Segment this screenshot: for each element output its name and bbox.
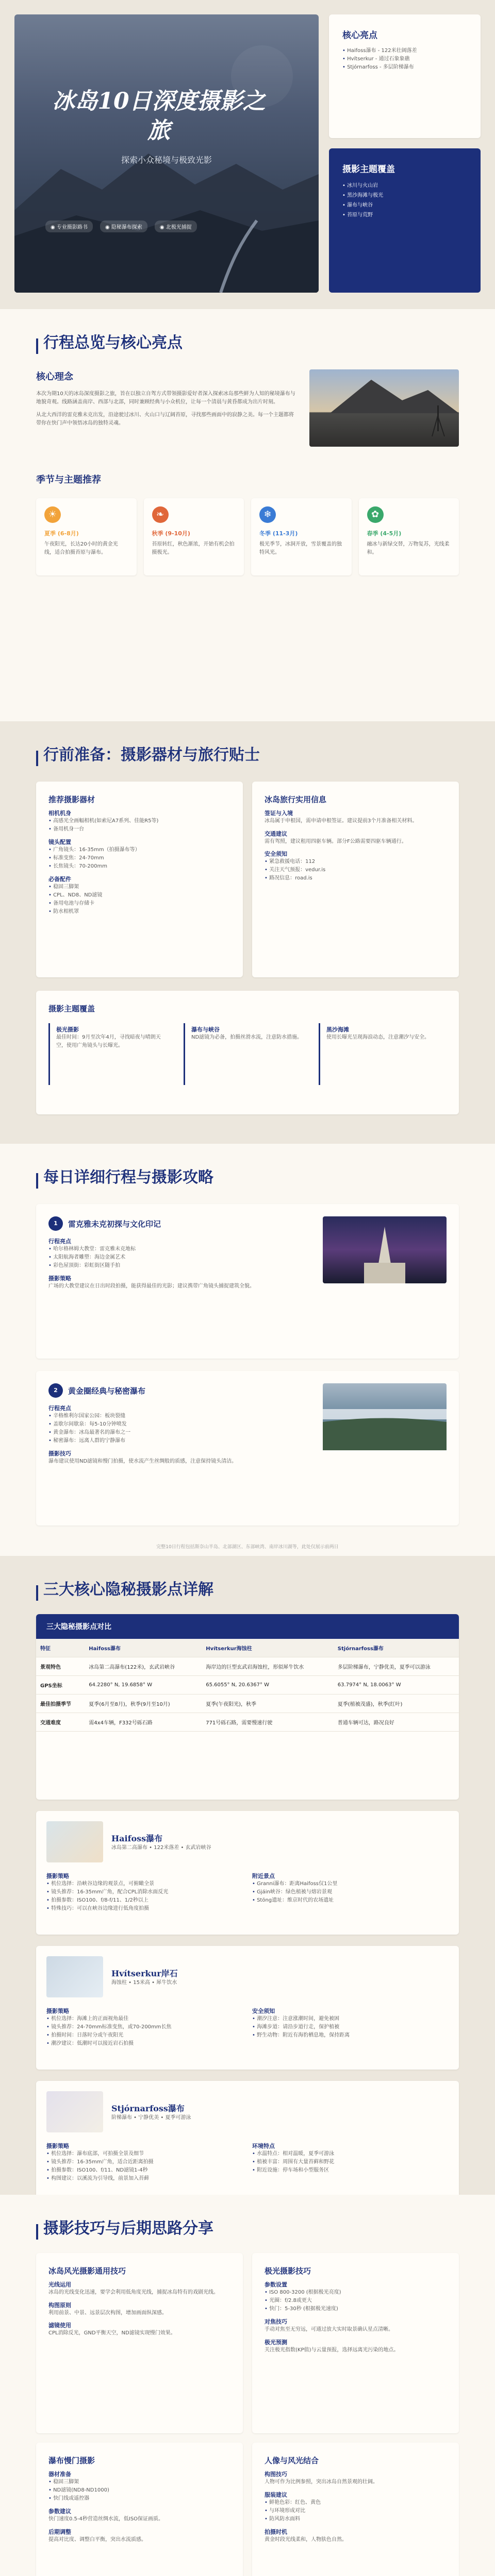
gear-item: • 广角镜头：16-35mm（拍摄瀑布等） [48, 846, 230, 854]
tech-card [252, 2253, 459, 2433]
spot-left-head: 摄影策略 [46, 2143, 69, 2149]
tips-title: 冰岛旅行实用信息 [265, 795, 327, 804]
table-cell: 普通车辆可达，路况良好 [334, 1713, 459, 1732]
compare-table-card [36, 1614, 459, 1800]
prep-section [0, 721, 495, 1144]
spot-right-head: 安全须知 [252, 2008, 275, 2014]
spot-subtitle: 冰岛第二高瀑布 • 122米落差 • 玄武岩峡谷 [111, 1844, 211, 1851]
core-item: • Stjórnarfoss - 多层阶梯瀑布 [342, 63, 467, 72]
prep-title: 行前准备：摄影器材与旅行贴士 [43, 746, 260, 764]
spots-section [0, 1556, 495, 2195]
waterfall-image [323, 1383, 447, 1450]
theme-item: • 瀑布与峡谷 [342, 202, 373, 208]
spot-left-item: • 机位选择：海滩上的正面视角最佳 [46, 2015, 243, 2023]
hero-tags [45, 221, 197, 232]
table-row [36, 1676, 459, 1694]
tip-head: 安全须知 [265, 851, 287, 857]
day-number-badge: 2 [48, 1383, 63, 1398]
gear-item: • 备用机身一台 [48, 825, 230, 834]
concept-paragraph: 从北大西洋的雷克雅未克出发，沿途驶过冰川、火山口与辽阔苔原，寻找那些画面中的寂静之美。每一个主题都将带你在快门声中领悟冰岛的独特灵魂。 [36, 412, 294, 426]
tech-item: • 快门：5-30秒 (根据极光速度) [265, 2305, 447, 2313]
gear-card [36, 782, 243, 977]
tech-head: 参数建议 [48, 2508, 71, 2515]
season-title: 季节与主题推荐 [36, 474, 101, 485]
season-desc: 苔原转红，秋色渐浓，开始有机会拍摄极光。 [152, 541, 235, 555]
overview-section [0, 309, 495, 721]
table-cell: 景观特色 [36, 1657, 85, 1676]
tech-head: 器材准备 [48, 2471, 71, 2478]
table-cell: 夏季(植被茂盛)，秋季(红叶) [334, 1694, 459, 1713]
day-group-head: 行程亮点 [48, 1405, 71, 1412]
season-card [144, 498, 244, 575]
day-title: 雷克雅未克初探与文化印记 [68, 1219, 161, 1229]
tech-card-title: 人像与风光结合 [265, 2456, 319, 2465]
tech-text: 快门速度0.5-4秒营造丝绸水流，低ISO保证画质。 [48, 2516, 164, 2522]
tip-item: • 紧急救援电话：112 [265, 858, 447, 866]
day-group-head: 摄影技巧 [48, 1450, 71, 1457]
theme-item: • 冰川与火山岩 [342, 183, 378, 189]
tech-head: 参数设置 [265, 2281, 287, 2288]
tech-head: 服装建议 [265, 2491, 287, 2498]
gear-group-head: 必备配件 [48, 876, 71, 883]
stjornarfoss-image [46, 2091, 103, 2132]
tech-item: • 快门线或遥控器 [48, 2495, 230, 2503]
tech-text: 提高对比度、调整白平衡，突出水流质感。 [48, 2536, 146, 2543]
tech-item: • 光圈：f/2.8或更大 [265, 2297, 447, 2305]
spot-name: Stjórnarfoss瀑布 [111, 2103, 185, 2113]
snowflake-icon: ❄ [259, 506, 276, 523]
tech-item: • 稳固三脚架 [48, 2478, 230, 2486]
tech-text: 人物可作为比例参照，突出冰岛自然景观的壮阔。 [265, 2479, 378, 2485]
spot-right-item: • 潮汐注意：注意涨潮时间，避免被困 [252, 2015, 449, 2023]
spot-left-item: • 特殊技巧：可以在峡谷边缘进行低角度拍摄 [46, 1905, 243, 1913]
day-number-badge: 1 [48, 1216, 63, 1231]
hero-sidebar [329, 14, 481, 309]
season-desc: 融冰与新绿交替，万物复苏，光线柔和。 [367, 541, 450, 555]
day-card [36, 1204, 459, 1359]
spot-right-item: • Stöng遗址：维京时代的农场遗址 [252, 1896, 449, 1905]
tech-text: 利用前景、中景、远景层次构图，增加画面纵深感。 [48, 2310, 167, 2316]
tip-item: • 关注天气预报：vedur.is [265, 866, 447, 874]
tech-card-title: 冰岛风光摄影通用技巧 [48, 2266, 126, 2276]
gear-item: • CPL、ND8、ND滤镜 [48, 891, 230, 900]
tech-section [0, 2195, 495, 2576]
itinerary-title: 每日详细行程与摄影攻略 [43, 1168, 213, 1187]
day-group-head: 行程亮点 [48, 1238, 71, 1245]
table-cell: 交通难度 [36, 1713, 85, 1732]
day-title: 黄金圈经典与秘密瀑布 [68, 1386, 146, 1396]
tips-card [252, 782, 459, 977]
hero-tag: ◉ 专业摄影路书 [45, 221, 93, 232]
table-cell: 771号砾石路，需要慢速行驶 [202, 1713, 334, 1732]
hero-tag: ◉ 北极光捕捉 [155, 221, 197, 232]
sun-icon: ☀ [44, 506, 61, 523]
table-header: Haifoss瀑布 [85, 1639, 202, 1657]
tip-text: 需有驾照，建议租用四驱车辆。部分F公路需要四驱车辆通行。 [265, 838, 407, 844]
gear-title: 推荐摄影器材 [48, 795, 95, 804]
spot-right-item: • 植被丰富：周围有大量苔藓和野花 [252, 2158, 449, 2166]
core-highlights-card [329, 14, 481, 138]
theme-item: • 黑沙海滩与极光 [342, 193, 384, 198]
hero-subtitle: 探索小众秘境与极致光影 [121, 155, 212, 165]
compare-table-title: 三大隐秘摄影点对比 [36, 1614, 459, 1639]
spot-right-item: • Gjáin峡谷：绿色植被与熔岩景观 [252, 1888, 449, 1896]
spot-right-head: 环境特点 [252, 2143, 275, 2149]
tech-head: 构图原则 [48, 2301, 71, 2309]
theme-focus-item [184, 1023, 311, 1085]
table-header: Stjórnarfoss瀑布 [334, 1639, 459, 1657]
spot-subtitle: 海蚀柱 • 15米高 • 犀牛饮水 [111, 1979, 177, 1986]
hero-title: 冰岛10日深度摄影之旅 [52, 88, 266, 144]
spot-left-item: • 拍摄参数：ISO100、f/11、ND滤镜1-4秒 [46, 2166, 243, 2175]
tech-card [36, 2443, 243, 2576]
tech-head: 拍摄时机 [265, 2528, 287, 2535]
spot-left-item: • 潮汐建议：低潮时可以接近岩石拍摄 [46, 2040, 243, 2048]
spot-detail-card [36, 1811, 459, 1935]
tech-head: 后期调整 [48, 2528, 71, 2535]
gear-item: • 稳固三脚架 [48, 883, 230, 891]
core-highlights-title: 核心亮点 [342, 30, 377, 41]
spot-left-item: • 镜头推荐：16-35mm广角，配合CPL消除水面反光 [46, 1888, 243, 1896]
spot-left-item: • 镜头推荐：24-70mm标准变焦，或70-200mm长焦 [46, 2023, 243, 2031]
spot-right-head: 附近景点 [252, 1873, 275, 1879]
spot-left-head: 摄影策略 [46, 2008, 69, 2014]
spot-right-item: • 野生动物：附近有海豹栖息地，保持距离 [252, 2031, 449, 2040]
tech-title: 摄影技巧与后期思路分享 [43, 2219, 213, 2238]
hero-row [0, 0, 495, 309]
day-item: • 哈尔格林姆大教堂：雷克雅未克地标 [48, 1245, 312, 1253]
season-name: 冬季 (11-3月) [259, 530, 298, 537]
spot-name: Hvítserkur岸石 [111, 1968, 178, 1978]
table-row [36, 1694, 459, 1713]
spot-detail-card [36, 2081, 459, 2205]
theme-focus-item [48, 1023, 176, 1085]
tech-card [36, 2253, 243, 2433]
table-cell: 冰岛第二高瀑布(122米)，玄武岩峡谷 [85, 1657, 202, 1676]
gear-item: • 长焦镜头：70-200mm [48, 862, 230, 871]
spot-right-item: • 水温特点：相对温暖，夏季可游泳 [252, 2150, 449, 2158]
leaf-icon: ❧ [152, 506, 169, 523]
table-header: Hvítserkur海蚀柱 [202, 1639, 334, 1657]
concept-photo [309, 369, 459, 447]
spot-left-item: • 机位选择：瀑布底部，可拍摄全景及细节 [46, 2150, 243, 2158]
season-card [359, 498, 459, 575]
theme-focus-head: 黑沙海滩 [326, 1026, 349, 1033]
table-cell: GPS坐标 [36, 1676, 85, 1694]
season-grid [36, 498, 459, 575]
day-item: • 彩色屋顶街：彩虹街区随手拍 [48, 1262, 312, 1270]
theme-coverage-title: 摄影主题覆盖 [342, 164, 395, 175]
hero-tag: ◉ 隐秘瀑布探索 [100, 221, 147, 232]
spot-left-item: • 拍摄时间：日落时分或午夜阳光 [46, 2031, 243, 2040]
table-cell: 夏季(6月至8月)，秋季(9月至10月) [85, 1694, 202, 1713]
table-cell: 63.7974° N, 18.0063° W [334, 1676, 459, 1694]
season-desc: 午夜阳光，长达20小时的黄金光线，适合拍摄苔原与瀑布。 [44, 541, 118, 555]
season-name: 秋季 (9-10月) [152, 530, 190, 537]
theme-coverage-card [329, 148, 481, 293]
core-item: • Hvítserkur - 通过石象象礁 [342, 55, 467, 63]
day-strategy: 广场的大教堂建议在日出时段拍摄，能获得最佳的光影；建议携带广角镜头捕捉建筑全貌。 [48, 1283, 255, 1289]
haifoss-image [46, 1821, 103, 1862]
table-cell: 最佳拍摄季节 [36, 1694, 85, 1713]
tech-text: 关注极光指数(KP值)与云量预报，选择远离光污染的地点。 [265, 2347, 399, 2353]
sprout-icon: ✿ [367, 506, 384, 523]
itinerary-section [0, 1144, 495, 1556]
spots-title: 三大核心隐秘摄影点详解 [43, 1581, 213, 1599]
theme-focus-title: 摄影主题覆盖 [48, 1004, 95, 1013]
spot-left-item: • 拍摄参数：ISO100、f/8-f/11、1/2秒以上 [46, 1896, 243, 1905]
tech-item: • ND滤镜(ND8-ND1000) [48, 2486, 230, 2495]
hero-banner [14, 14, 319, 293]
theme-item: • 苔原与荒野 [342, 212, 373, 218]
table-header: 特征 [36, 1639, 85, 1657]
spot-right-item: • Granni瀑布：距离Haifoss仅1公里 [252, 1880, 449, 1888]
tech-item: • ISO 800-3200 (根据极光亮度) [265, 2289, 447, 2297]
table-cell: 65.6055° N, 20.6367° W [202, 1676, 334, 1694]
tech-text: 手动对焦至无穷远，可通过放大实时取景确认星点清晰。 [265, 2327, 393, 2332]
spot-detail-card [36, 1946, 459, 2070]
day-strategy: 瀑布建议使用ND滤镜和慢门拍摄，使水流产生丝绸般的质感，注意保持镜头清洁。 [48, 1459, 237, 1464]
tech-text: CPL消除反光，GND平衡天空，ND滤镜实现慢门效果。 [48, 2330, 176, 2336]
mountain-image [309, 369, 459, 447]
day-item: • 辛格维利尔国家公园：板块裂缝 [48, 1412, 312, 1420]
rock-image [46, 1956, 103, 1997]
spot-right-item: • 海滩步道：请沿步道行走，保护植被 [252, 2023, 449, 2031]
core-item: • Haifoss瀑布 - 122米壮阔落差 [342, 47, 467, 55]
gear-group-head: 镜头配置 [48, 839, 71, 845]
tip-item: • 路况信息：road.is [265, 874, 447, 883]
table-cell: 64.2280° N, 19.6858° W [85, 1676, 202, 1694]
tech-head: 滤镜使用 [48, 2322, 71, 2329]
spot-left-item: • 机位选择：沿峡谷边缘的观景点，可俯瞰全景 [46, 1880, 243, 1888]
tech-item: • 防风防水面料 [265, 2515, 447, 2523]
season-name: 春季 (4-5月) [367, 530, 402, 537]
spot-left-item: • 构图建议：以溪流为引导线，前景加入苔藓 [46, 2175, 243, 2183]
tech-head: 构图技巧 [265, 2471, 287, 2478]
theme-focus-text: 使用长曝光呈现海浪动态，注意潮汐与安全。 [326, 1035, 430, 1040]
tech-text: 黄金时段光线柔和，人物肤色自然。 [265, 2536, 347, 2543]
cathedral-image [323, 1216, 447, 1283]
tech-head: 极光预测 [265, 2338, 287, 2346]
tech-head: 对焦技巧 [265, 2318, 287, 2325]
tech-item: • 鲜艳色彩：红色、黄色 [265, 2499, 447, 2507]
spot-left-head: 摄影策略 [46, 1873, 69, 1879]
day-item: • 太阳航海者雕塑：海边金属艺术 [48, 1253, 312, 1262]
season-card [36, 498, 137, 575]
gear-group-head: 相机机身 [48, 810, 71, 817]
theme-focus-card [36, 991, 459, 1114]
theme-focus-item [319, 1023, 447, 1085]
day-item: • 盖歇尔间歇泉：每5-10分钟喷发 [48, 1420, 312, 1429]
tech-text: 冰岛的光线变化迅速，要学会利用低角度光线，捕捉冰岛特有的戏剧光线。 [48, 2290, 219, 2295]
table-cell: 多层阶梯瀑布，宁静优美，夏季可以游泳 [334, 1657, 459, 1676]
day-item: • 秘密瀑布：远离人群的宁静瀑布 [48, 1437, 312, 1445]
theme-focus-text: 最佳时间：9月至次年4月，寻找暗夜与晴朗天空，使用广角镜头与长曝光。 [56, 1035, 161, 1048]
itinerary-note: 完整10日行程包括斯奈山半岛、北部湖区、东部峡湾、南岸冰川湖等，此处仅展示前两日 [156, 1545, 339, 1550]
gear-item: • 标准变焦：24-70mm [48, 854, 230, 862]
tech-card-title: 瀑布慢门摄影 [48, 2456, 95, 2465]
tech-item: • 与环境形成对比 [265, 2507, 447, 2515]
spot-right-item: • 附近设施：停车场和小型服务区 [252, 2166, 449, 2175]
overview-title: 行程总览与核心亮点 [43, 334, 183, 352]
theme-focus-head: 瀑布与峡谷 [191, 1026, 220, 1033]
tech-head: 光线运用 [48, 2281, 71, 2288]
concept-title: 核心理念 [36, 371, 73, 382]
gear-item: • 高感光全画幅相机(如索尼A7系列、佳能R5等) [48, 817, 230, 825]
tip-text: 冰岛属于申根国，需申请申根签证。建议提前3个月准备相关材料。 [265, 818, 418, 824]
season-card [251, 498, 352, 575]
tip-head: 交通建议 [265, 830, 287, 837]
day-item: • 黄金瀑布：冰岛最著名的瀑布之一 [48, 1429, 312, 1437]
tech-card [252, 2443, 459, 2576]
theme-focus-text: ND滤镜为必备，拍摄丝滑水流，注意防水措施。 [191, 1035, 303, 1040]
table-row [36, 1713, 459, 1732]
spot-left-item: • 镜头推荐：16-35mm广角，适合近距离拍摄 [46, 2158, 243, 2166]
concept-paragraph: 本次为期10天的冰岛深度摄影之旅，旨在以独立自驾方式带领摄影爱好者深入探索冰岛那些鲜为人知的秘境瀑布与地貌奇观。线路涵盖南岸、西部与北部，同时兼顾经典与小众机位，让每一个清晨与黄昏都成为出片时刻。 [36, 391, 295, 405]
table-cell: 夏季(午夜阳光)，秋季 [202, 1694, 334, 1713]
day-card [36, 1371, 459, 1526]
spot-subtitle: 阶梯瀑布 • 宁静优美 • 夏季可游泳 [111, 2114, 191, 2121]
compare-table [36, 1639, 459, 1732]
tech-card-title: 极光摄影技巧 [265, 2266, 311, 2276]
table-cell: 需4x4车辆，F332号砾石路 [85, 1713, 202, 1732]
table-cell: 海岸边的巨型玄武岩海蚀柱，形似犀牛饮水 [202, 1657, 334, 1676]
gear-item: • 备用电池与存储卡 [48, 900, 230, 908]
theme-focus-head: 极光摄影 [56, 1026, 79, 1033]
season-name: 夏季 (6-8月) [44, 530, 79, 537]
gear-item: • 防水相机罩 [48, 908, 230, 916]
season-desc: 极光季节，冰洞开放，雪景覆盖的独特风光。 [259, 541, 342, 555]
tip-head: 签证与入境 [265, 810, 293, 817]
table-row [36, 1657, 459, 1676]
spot-name: Haifoss瀑布 [111, 1833, 163, 1843]
day-group-head: 摄影策略 [48, 1275, 71, 1282]
